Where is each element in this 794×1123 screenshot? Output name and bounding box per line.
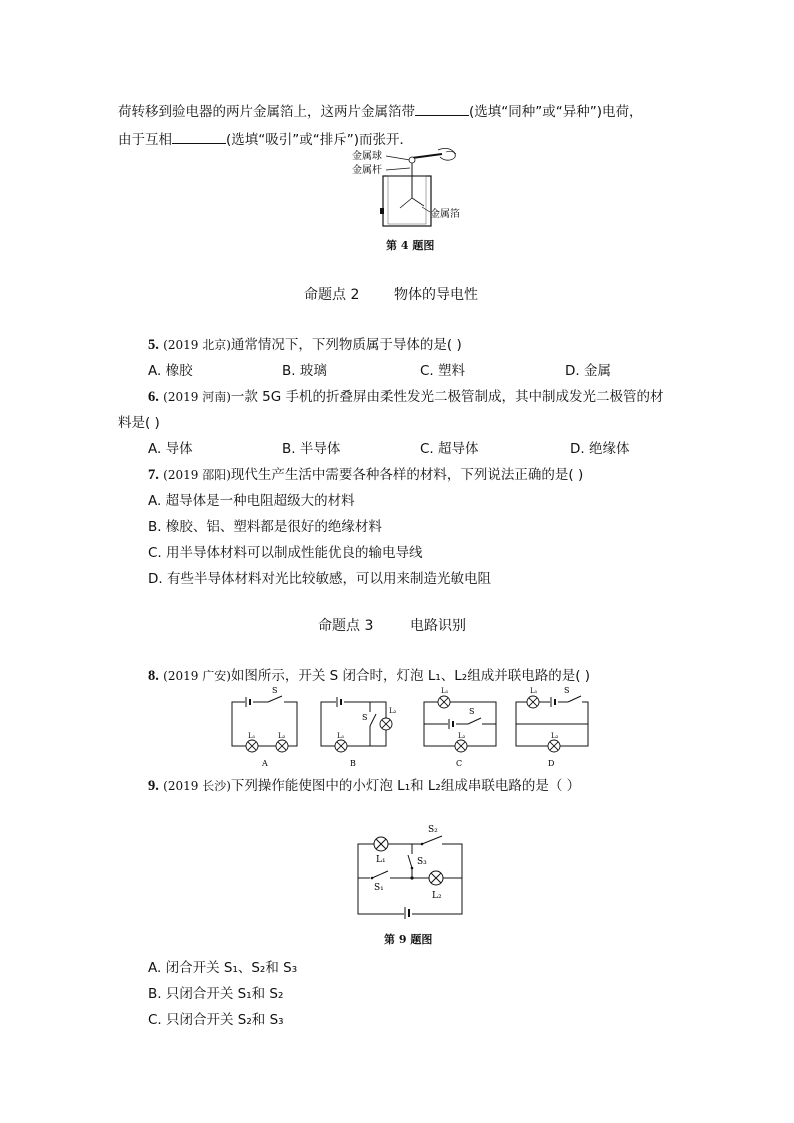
q8-number: 8.: [148, 668, 159, 684]
d-l2-label: L₂: [551, 732, 559, 740]
q9-s2-label: S₂: [428, 825, 438, 835]
q9-s3-label: S₃: [417, 857, 427, 867]
c-l1-label: L₁: [441, 687, 449, 695]
section2-title: 物体的导电性: [394, 287, 478, 303]
q6-stem-text: 一款 5G 手机的折叠屏由柔性发光二极管制成，其中制成发光二极管的材: [230, 389, 664, 405]
q4-line2-text-a: 由于互相: [118, 132, 172, 148]
q5-stem-text: 通常情况下，下列物质属于导体的是( ): [230, 337, 462, 353]
q8-stem-text: 如图所示，开关 S 闭合时，灯泡 L₁、L₂组成并联电路的是( ): [230, 668, 591, 684]
q9-l2-label: L₂: [432, 891, 442, 901]
q6-stem-line2: 料是( ): [118, 415, 160, 431]
q6-option-a[interactable]: A. 导体: [148, 441, 193, 457]
q4-line1: [118, 100, 643, 120]
q9-stem-text: 下列操作能使图中的小灯泡 L₁和 L₂组成串联电路的是（ ）: [230, 778, 581, 794]
circuit-c: [424, 687, 496, 768]
q4-blank-1[interactable]: [415, 103, 469, 116]
q9-option-c[interactable]: C. 只闭合开关 S₂和 S₃: [148, 1012, 284, 1028]
c-lamp-l1-icon: [438, 696, 450, 708]
q5-option-a[interactable]: A. 橡胶: [148, 363, 193, 379]
q9-s1-label: S₁: [374, 883, 384, 893]
b-switch-label: S: [362, 713, 368, 722]
q6-option-d[interactable]: D. 绝缘体: [570, 441, 630, 457]
q9-option-b[interactable]: B. 只闭合开关 S₁和 S₂: [148, 986, 284, 1002]
q9-lamp-l2-icon: [429, 871, 443, 885]
b-lamp-l1-icon: [335, 740, 347, 752]
q9-number: 9.: [148, 778, 159, 794]
q4-line2-text-b: (选填“吸引”或“排斥”)而张开．: [226, 132, 414, 148]
c-l2-label: L₂: [458, 732, 466, 740]
q7-stem-text: 现代生产生活中需要各种各样的材料，下列说法正确的是( ): [230, 467, 584, 483]
q6-stem: [148, 385, 664, 406]
q4-caption: 第 4 题图: [386, 239, 435, 252]
b-l2-label: L₂: [389, 707, 397, 715]
q5-option-c[interactable]: C. 塑料: [420, 363, 466, 379]
circuit-c-label: C: [456, 759, 463, 768]
section3-title: 电路识别: [410, 618, 466, 634]
c-switch-label: S: [469, 707, 475, 716]
b-lamp-l2-icon: [380, 718, 392, 730]
q5-stem: [148, 333, 462, 354]
q4-blank-2[interactable]: [172, 131, 226, 144]
q6-option-c[interactable]: C. 超导体: [420, 441, 479, 457]
q7-source: (2019 邵阳): [163, 468, 231, 482]
q5-number: 5.: [148, 337, 159, 353]
q9-source: (2019 长沙): [163, 779, 231, 793]
metal-ball-icon: [409, 157, 415, 163]
section2-label: 命题点 2: [304, 287, 360, 303]
q7-option-a[interactable]: A. 超导体是一种电阻超级大的材料: [148, 493, 355, 509]
q9-option-a[interactable]: A. 闭合开关 S₁、S₂和 S₃: [148, 960, 298, 976]
q6-number: 6.: [148, 389, 159, 405]
d-lamp-l2-icon: [548, 740, 560, 752]
d-switch-label: S: [564, 686, 570, 695]
circuit-d: [516, 686, 588, 768]
circuit-a: [232, 686, 297, 768]
q4-line1-text-a: 荷转移到验电器的两片金属箔上，这两片金属箔带: [118, 104, 415, 120]
a-lamp-l1-icon: [246, 740, 258, 752]
q7-option-c[interactable]: C. 用半导体材料可以制成性能优良的输电导线: [148, 545, 423, 561]
b-l1-label: L₁: [337, 732, 345, 740]
q4-line2: [118, 128, 413, 148]
q6-source: (2019 河南): [163, 390, 231, 404]
circuit-b: [321, 696, 397, 768]
electroscope-figure: [350, 146, 480, 230]
a-l2-label: L₂: [278, 732, 286, 740]
q9-lamp-l1-icon: [374, 837, 388, 851]
d-l1-label: L₁: [530, 687, 538, 695]
q5-source: (2019 北京): [163, 338, 231, 352]
q9-l1-label: L₁: [376, 855, 386, 865]
a-lamp-l2-icon: [276, 740, 288, 752]
q9-stem: [148, 774, 580, 795]
d-lamp-l1-icon: [527, 696, 539, 708]
q4-line1-text-b: (选填“同种”或“异种”)电荷，: [469, 104, 643, 120]
q8-circuits-figure: [228, 682, 598, 772]
a-switch-label: S: [272, 686, 278, 695]
q7-option-b[interactable]: B. 橡胶、铝、塑料都是很好的绝缘材料: [148, 519, 382, 535]
q9-circuit-figure: [350, 820, 468, 920]
q9-caption: 第 9 题图: [384, 933, 433, 946]
q8-source: (2019 广安): [163, 669, 231, 683]
circuit-d-label: D: [548, 759, 555, 768]
a-l1-label: L₁: [248, 732, 256, 740]
q6-option-b[interactable]: B. 半导体: [282, 441, 341, 457]
circuit-b-label: B: [350, 759, 356, 768]
c-lamp-l2-icon: [455, 740, 467, 752]
label-metal-ball: 金属球: [352, 151, 382, 162]
q5-option-d[interactable]: D. 金属: [565, 363, 611, 379]
q5-option-b[interactable]: B. 玻璃: [282, 363, 327, 379]
circuit-a-label: A: [262, 759, 268, 768]
q7-option-d[interactable]: D. 有些半导体材料对光比较敏感，可以用来制造光敏电阻: [148, 571, 491, 587]
section3-label: 命题点 3: [318, 618, 374, 634]
label-metal-foil: 金属箔: [430, 209, 460, 220]
q7-stem: [148, 463, 583, 484]
q7-number: 7.: [148, 467, 159, 483]
label-metal-rod: 金属杆: [352, 165, 382, 176]
